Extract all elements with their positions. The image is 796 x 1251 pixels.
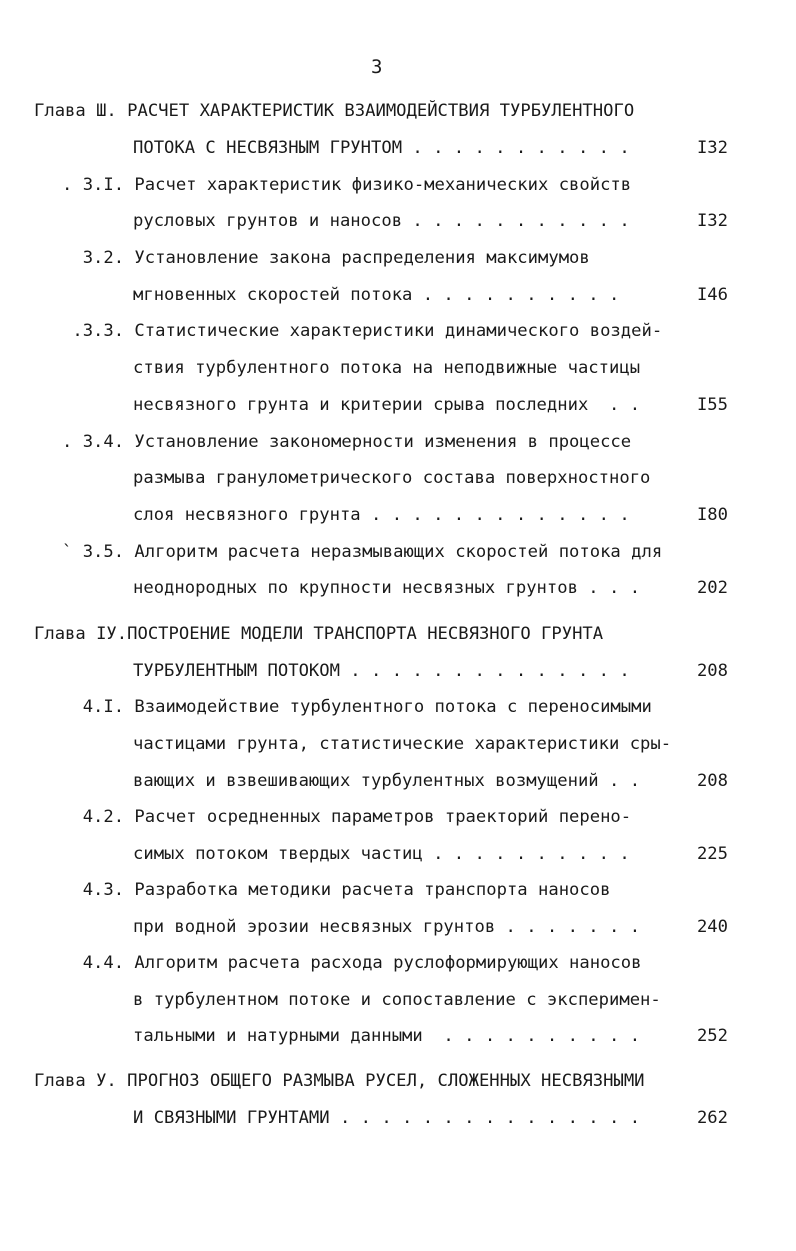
toc-page: I32	[696, 138, 728, 158]
toc-page: 262	[696, 1108, 728, 1128]
toc-line: И СВЯЗНЫМИ ГРУНТАМИ . . . . . . . . . . . . . . .	[133, 1108, 641, 1128]
toc-line: . 3.I. Расчет характеристик физико-механических свойств	[62, 175, 632, 195]
toc-line: ` 3.5. Алгоритм расчета неразмывающих скоростей потока для	[62, 542, 663, 562]
toc-page: I80	[696, 505, 728, 525]
toc-line: 4.2. Расчет осредненных параметров траекторий перено-	[62, 807, 632, 827]
toc-line: Глава Ш. РАСЧЕТ ХАРАКТЕРИСТИК ВЗАИМОДЕЙСТВИЯ ТУРБУЛЕНТНОГО	[34, 101, 635, 121]
toc-line: ствия турбулентного потока на неподвижные частицы	[133, 358, 641, 378]
toc-line: в турбулентном потоке и сопоставление с эксперимен-	[133, 990, 661, 1010]
toc-line: вающих и взвешивающих турбулентных возмущений . .	[133, 771, 641, 791]
toc-page: I32	[696, 211, 728, 231]
toc-page: 252	[696, 1026, 728, 1046]
toc-page: I55	[696, 395, 728, 415]
toc-line: .3.3. Статистические характеристики динамического воздей-	[62, 321, 663, 341]
toc-line: 4.I. Взаимодействие турбулентного потока с переносимыми	[62, 697, 652, 717]
toc-line: симых потоком твердых частиц . . . . . . . . . .	[133, 844, 630, 864]
toc-line: 4.3. Разработка методики расчета транспорта наносов	[62, 880, 611, 900]
toc-line: ПОТОКА С НЕСВЯЗНЫМ ГРУНТОМ . . . . . . . . . . .	[133, 138, 630, 158]
toc-page: 208	[696, 661, 728, 681]
toc-line: 3.2. Установление закона распределения максимумов	[62, 248, 590, 268]
toc-line: Глава У. ПРОГНОЗ ОБЩЕГО РАЗМЫВА РУСЕЛ, СЛОЖЕННЫХ НЕСВЯЗНЫМИ	[34, 1071, 645, 1091]
toc-line: слоя несвязного грунта . . . . . . . . . . . . .	[133, 505, 630, 525]
toc-line: ТУРБУЛЕНТНЫМ ПОТОКОМ . . . . . . . . . . . . . .	[133, 661, 630, 681]
toc-page: 225	[696, 844, 728, 864]
toc-line: Глава IУ.ПОСТРОЕНИЕ МОДЕЛИ ТРАНСПОРТА НЕСВЯЗНОГО ГРУНТА	[34, 624, 604, 644]
toc-line: при водной эрозии несвязных грунтов . . . . . . .	[133, 917, 641, 937]
toc-line: размыва гранулометрического состава поверхностного	[133, 468, 651, 488]
toc-page: 240	[696, 917, 728, 937]
toc-line: . 3.4. Установление закономерности изменения в процессе	[62, 432, 632, 452]
toc-line: неоднородных по крупности несвязных грунтов . . .	[133, 578, 641, 598]
toc-line: несвязного грунта и критерии срыва последних . .	[133, 395, 641, 415]
toc-page: 202	[696, 578, 728, 598]
toc-line: 4.4. Алгоритм расчета расхода руслоформирующих наносов	[62, 953, 642, 973]
toc-page: I46	[696, 285, 728, 305]
toc-line: русловых грунтов и наносов . . . . . . . . . . .	[133, 211, 630, 231]
toc-line: мгновенных скоростей потока . . . . . . . . . .	[133, 285, 620, 305]
toc-line: тальными и натурными данными . . . . . . . . . .	[133, 1026, 641, 1046]
page-number: 3	[371, 56, 383, 78]
toc-line: частицами грунта, статистические характеристики сры-	[133, 734, 672, 754]
toc-page: 208	[696, 771, 728, 791]
